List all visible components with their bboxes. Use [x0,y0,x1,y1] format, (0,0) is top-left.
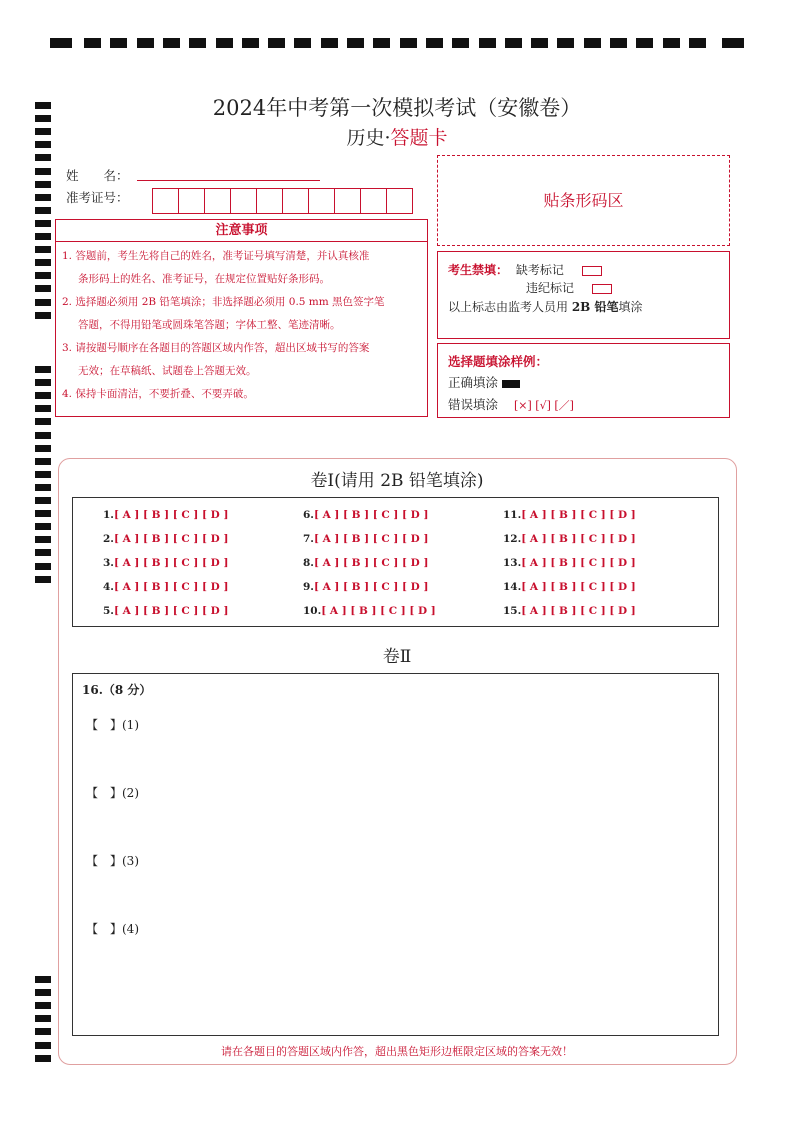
note-line: 1. 答题前，考生先将自己的姓名，准考证号填写清楚，并认真核准 [62,250,370,262]
timing-mark [35,154,51,161]
timing-mark [35,563,51,570]
timing-mark [722,38,744,48]
timing-mark [35,194,51,201]
timing-mark [35,233,51,240]
part1-title: 卷Ⅰ(请用 2B 铅笔填涂) [310,471,484,491]
mc-question-13[interactable] [503,557,636,569]
timing-mark [294,38,311,48]
forbidden-note: 以上标志由监考人员用 2B 铅笔填涂 [448,300,643,314]
timing-mark [35,432,51,439]
timing-mark [35,392,51,399]
mc-options[interactable]: [ A ] [ B ] [ C ] [ D ] [521,581,636,593]
barcode-area [437,155,730,246]
mc-number: 15. [503,605,522,617]
timing-mark [347,38,364,48]
mc-number: 8. [303,557,314,569]
violation-mark-box[interactable] [592,284,612,294]
timing-mark [35,989,51,996]
mc-number: 6. [303,509,314,521]
timing-mark [268,38,285,48]
wrong-label: 错误填涂 [448,397,499,412]
timing-mark [689,38,706,48]
mc-number: 1. [103,509,114,521]
timing-mark [35,536,51,543]
timing-mark [35,976,51,983]
exam-no-label: 准考证号： [66,190,129,205]
mc-options[interactable]: [ A ] [ B ] [ C ] [ D ] [521,533,636,545]
timing-mark [35,207,51,214]
timing-mark [35,1028,51,1035]
mc-answer-box [72,497,719,627]
mc-options[interactable]: [ A ] [ B ] [ C ] [ D ] [313,581,429,593]
mc-question-12[interactable] [503,533,636,545]
timing-mark [636,38,653,48]
mc-options[interactable]: [ A ] [ B ] [ C ] [ D ] [313,533,429,545]
mc-options[interactable]: [ A ] [ B ] [ C ] [ D ] [113,509,229,521]
mc-options[interactable]: [ A ] [ B ] [ C ] [ D ] [113,605,229,617]
timing-mark [35,246,51,253]
timing-mark [189,38,206,48]
timing-mark [505,38,522,48]
mc-options[interactable]: [ A ] [ B ] [ C ] [ D ] [521,557,636,569]
timing-mark [452,38,469,48]
timing-mark [426,38,443,48]
correct-label: 正确填涂 [448,375,499,390]
notes-heading: 注意事项 [56,220,427,242]
exam-no-boxes[interactable] [152,188,413,214]
timing-mark [35,1015,51,1022]
timing-mark [35,497,51,504]
timing-mark [557,38,574,48]
timing-mark [35,458,51,465]
timing-mark [50,38,72,48]
sub-question-2: 【 】(2) [86,786,139,800]
timing-mark [400,38,417,48]
timing-mark [35,312,51,319]
mc-question-10[interactable] [303,605,436,617]
timing-mark [35,523,51,530]
timing-mark [479,38,496,48]
note-line: 3. 请按题号顺序在各题目的答题区域内作答，超出区域书写的答案 [62,342,370,354]
mc-options[interactable]: [ A ] [ B ] [ C ] [ D ] [521,509,636,521]
note-line: 条形码上的姓名、准考证号，在规定位置贴好条形码。 [78,273,330,285]
timing-mark [35,549,51,556]
mc-number: 13. [503,557,522,569]
mc-number: 14. [503,581,522,593]
timing-mark [531,38,548,48]
timing-mark [84,38,101,48]
timing-mark [137,38,154,48]
mc-question-8[interactable] [303,557,428,569]
timing-mark [163,38,180,48]
mc-question-9[interactable] [303,581,428,593]
timing-mark [35,1002,51,1009]
barcode-label: 贴条形码区 [543,191,624,210]
question-16-box[interactable] [72,673,719,1036]
note-line: 无效；在草稿纸、试题卷上答题无效。 [78,365,257,377]
timing-mark [35,445,51,452]
timing-mark [35,366,51,373]
mc-number: 3. [103,557,114,569]
sample-panel [437,343,730,418]
mc-options[interactable]: [ A ] [ B ] [ C ] [ D ] [313,557,429,569]
footer-warning: 请在各题目的答题区域内作答，超出黑色矩形边框限定区域的答案无效！ [221,1045,573,1058]
name-field[interactable] [137,180,320,181]
mc-options[interactable]: [ A ] [ B ] [ C ] [ D ] [521,605,636,617]
mc-number: 11. [503,509,522,521]
mc-options[interactable]: [ A ] [ B ] [ C ] [ D ] [113,533,229,545]
sub-question-4: 【 】(4) [86,922,139,936]
notes-panel [55,219,428,417]
mc-question-11[interactable] [503,509,636,521]
timing-mark [321,38,338,48]
forbidden-panel [437,251,730,339]
exam-title: 2024年中考第一次模拟考试（安徽卷） [212,96,582,120]
note-line: 2. 选择题必须用 2B 铅笔填涂；非选择题必须用 0.5 mm 黑色签字笔 [62,296,385,308]
mc-question-5[interactable] [103,605,228,617]
timing-mark [216,38,233,48]
answer-card-label: 答题卡 [390,127,448,149]
mc-question-14[interactable] [503,581,636,593]
mc-number: 12. [503,533,522,545]
timing-mark [110,38,127,48]
timing-mark [584,38,601,48]
absent-mark-box[interactable] [582,266,602,276]
sub-question-1: 【 】(1) [86,718,139,732]
subject-label: 历史· [346,127,391,149]
timing-mark [35,272,51,279]
timing-mark [35,379,51,386]
timing-mark [35,220,51,227]
timing-mark [35,418,51,425]
timing-mark [35,168,51,175]
mc-number: 4. [103,581,114,593]
wrong-examples: [×] [√] [／] [514,399,574,412]
mc-options[interactable]: [ A ] [ B ] [ C ] [ D ] [113,557,229,569]
timing-mark [610,38,627,48]
mc-options[interactable]: [ A ] [ B ] [ C ] [ D ] [321,605,436,617]
note-line: 答题，不得用铅笔或圆珠笔答题；字体工整、笔迹清晰。 [78,319,341,331]
card-subtitle [0,123,794,150]
mc-number: 2. [103,533,114,545]
mc-question-6[interactable] [303,509,428,521]
correct-fill-example [502,380,520,388]
timing-mark [35,576,51,583]
timing-mark [242,38,259,48]
mc-question-15[interactable] [503,605,636,617]
name-label: 姓 名： [66,168,129,183]
mc-number: 5. [103,605,114,617]
mc-question-1[interactable] [103,509,228,521]
mc-question-3[interactable] [103,557,228,569]
mc-number: 10. [303,605,322,617]
violation-label: 违纪标记 [526,281,575,295]
timing-mark [35,181,51,188]
mc-options[interactable]: [ A ] [ B ] [ C ] [ D ] [313,509,429,521]
mc-question-2[interactable] [103,533,228,545]
mc-question-4[interactable] [103,581,228,593]
mc-number: 7. [303,533,314,545]
forbidden-title: 考生禁填： [448,263,509,277]
sample-title: 选择题填涂样例： [448,354,549,369]
timing-mark [373,38,390,48]
mc-number: 9. [303,581,314,593]
timing-mark [35,510,51,517]
note-line: 4. 保持卡面清洁，不要折叠、不要弄破。 [62,388,254,400]
absent-label: 缺考标记 [515,263,564,277]
part2-title: 卷Ⅱ [382,647,412,667]
top-timing-marks [50,38,744,50]
timing-mark [35,405,51,412]
timing-mark [663,38,680,48]
mc-options[interactable]: [ A ] [ B ] [ C ] [ D ] [113,581,229,593]
timing-mark [35,299,51,306]
timing-mark [35,259,51,266]
timing-mark [35,285,51,292]
mc-question-7[interactable] [303,533,428,545]
question-16-label: 16.（8 分） [82,683,152,697]
sub-question-3: 【 】(3) [86,854,139,868]
